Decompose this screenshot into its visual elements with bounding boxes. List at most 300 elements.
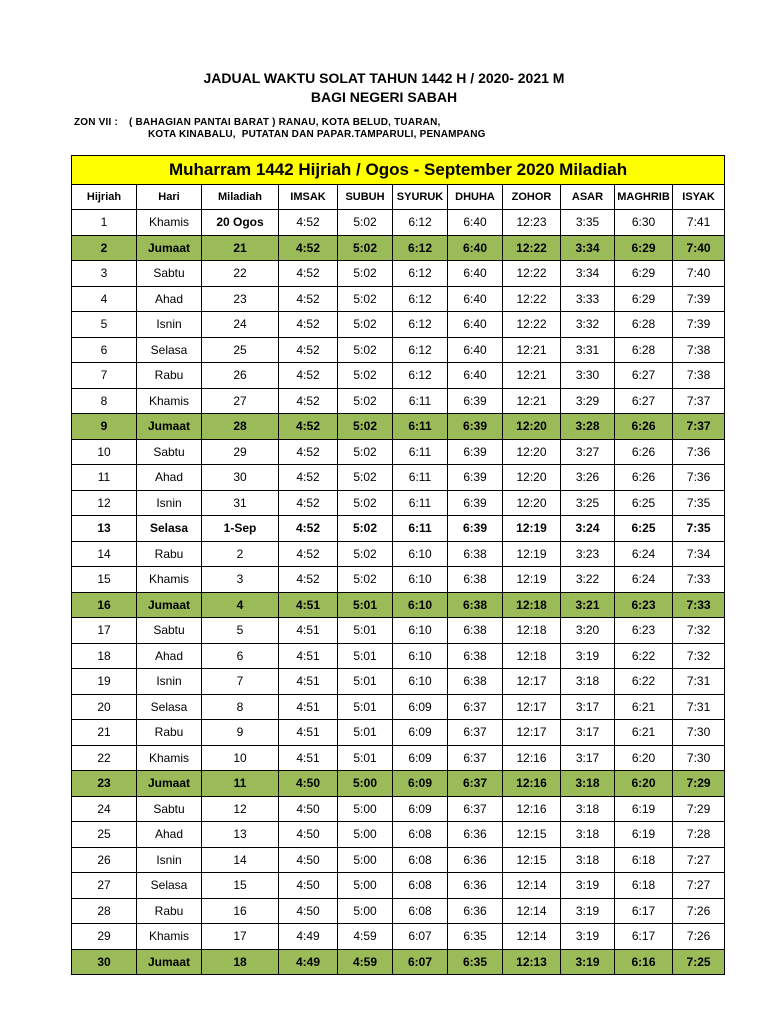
cell-asar: 3:33 — [561, 286, 615, 312]
cell-maghrib: 6:27 — [615, 388, 673, 414]
cell-miladiah: 24 — [202, 312, 279, 338]
cell-hari: Khamis — [137, 210, 202, 236]
cell-hijriah: 22 — [72, 745, 137, 771]
cell-syuruk: 6:10 — [393, 643, 448, 669]
cell-miladiah: 13 — [202, 822, 279, 848]
table-row — [72, 388, 725, 414]
cell-hari: Selasa — [137, 873, 202, 899]
cell-subuh: 5:02 — [338, 490, 393, 516]
cell-subuh: 5:02 — [338, 261, 393, 287]
cell-asar: 3:27 — [561, 439, 615, 465]
column-header-miladiah: Miladiah — [202, 185, 279, 210]
cell-subuh: 5:02 — [338, 388, 393, 414]
cell-isyak: 7:29 — [673, 796, 725, 822]
cell-imsak: 4:52 — [279, 490, 338, 516]
cell-maghrib: 6:19 — [615, 822, 673, 848]
cell-hari: Selasa — [137, 516, 202, 542]
cell-asar: 3:23 — [561, 541, 615, 567]
table-row — [72, 592, 725, 618]
cell-hijriah: 6 — [72, 337, 137, 363]
cell-maghrib: 6:17 — [615, 898, 673, 924]
cell-dhuha: 6:39 — [448, 388, 503, 414]
cell-asar: 3:32 — [561, 312, 615, 338]
cell-imsak: 4:52 — [279, 261, 338, 287]
cell-isyak: 7:36 — [673, 465, 725, 491]
cell-isyak: 7:39 — [673, 312, 725, 338]
cell-maghrib: 6:30 — [615, 210, 673, 236]
table-row — [72, 286, 725, 312]
cell-asar: 3:18 — [561, 796, 615, 822]
table-row — [72, 898, 725, 924]
cell-syuruk: 6:11 — [393, 465, 448, 491]
cell-syuruk: 6:11 — [393, 490, 448, 516]
cell-syuruk: 6:10 — [393, 669, 448, 695]
cell-dhuha: 6:37 — [448, 694, 503, 720]
cell-subuh: 5:02 — [338, 235, 393, 261]
cell-zohor: 12:22 — [503, 261, 561, 287]
column-header-hari: Hari — [137, 185, 202, 210]
zone-line-2: KOTA KINABALU, PUTATAN DAN PAPAR.TAMPARULI, PENAMPANG — [148, 129, 486, 140]
cell-miladiah: 21 — [202, 235, 279, 261]
cell-zohor: 12:19 — [503, 567, 561, 593]
cell-asar: 3:19 — [561, 643, 615, 669]
cell-maghrib: 6:28 — [615, 312, 673, 338]
cell-syuruk: 6:07 — [393, 924, 448, 950]
cell-isyak: 7:32 — [673, 643, 725, 669]
cell-zohor: 12:21 — [503, 363, 561, 389]
cell-hari: Jumaat — [137, 771, 202, 797]
cell-hijriah: 30 — [72, 949, 137, 975]
cell-maghrib: 6:29 — [615, 261, 673, 287]
cell-zohor: 12:21 — [503, 388, 561, 414]
cell-zohor: 12:22 — [503, 286, 561, 312]
cell-subuh: 5:01 — [338, 694, 393, 720]
cell-zohor: 12:14 — [503, 898, 561, 924]
cell-miladiah: 6 — [202, 643, 279, 669]
cell-subuh: 5:02 — [338, 337, 393, 363]
cell-hijriah: 24 — [72, 796, 137, 822]
cell-maghrib: 6:22 — [615, 669, 673, 695]
cell-asar: 3:29 — [561, 388, 615, 414]
cell-miladiah: 4 — [202, 592, 279, 618]
cell-dhuha: 6:39 — [448, 516, 503, 542]
cell-asar: 3:28 — [561, 414, 615, 440]
table-row — [72, 439, 725, 465]
cell-hijriah: 21 — [72, 720, 137, 746]
cell-miladiah: 30 — [202, 465, 279, 491]
cell-miladiah: 27 — [202, 388, 279, 414]
cell-syuruk: 6:11 — [393, 388, 448, 414]
cell-asar: 3:18 — [561, 822, 615, 848]
cell-asar: 3:18 — [561, 771, 615, 797]
cell-subuh: 5:00 — [338, 898, 393, 924]
cell-asar: 3:22 — [561, 567, 615, 593]
cell-isyak: 7:35 — [673, 516, 725, 542]
cell-zohor: 12:15 — [503, 822, 561, 848]
table-row — [72, 541, 725, 567]
cell-hijriah: 13 — [72, 516, 137, 542]
cell-hari: Selasa — [137, 694, 202, 720]
cell-hijriah: 12 — [72, 490, 137, 516]
cell-asar: 3:17 — [561, 745, 615, 771]
cell-syuruk: 6:11 — [393, 439, 448, 465]
cell-isyak: 7:31 — [673, 694, 725, 720]
table-row — [72, 414, 725, 440]
cell-miladiah: 7 — [202, 669, 279, 695]
cell-dhuha: 6:37 — [448, 771, 503, 797]
cell-asar: 3:25 — [561, 490, 615, 516]
cell-subuh: 5:02 — [338, 541, 393, 567]
cell-imsak: 4:52 — [279, 414, 338, 440]
cell-syuruk: 6:08 — [393, 847, 448, 873]
cell-hijriah: 4 — [72, 286, 137, 312]
month-banner-row — [72, 156, 725, 185]
cell-miladiah: 11 — [202, 771, 279, 797]
table-row — [72, 312, 725, 338]
cell-dhuha: 6:37 — [448, 745, 503, 771]
cell-dhuha: 6:38 — [448, 567, 503, 593]
cell-asar: 3:18 — [561, 669, 615, 695]
cell-zohor: 12:17 — [503, 720, 561, 746]
prayer-times-table — [71, 155, 725, 975]
cell-asar: 3:17 — [561, 720, 615, 746]
cell-asar: 3:19 — [561, 924, 615, 950]
cell-subuh: 5:01 — [338, 745, 393, 771]
cell-imsak: 4:52 — [279, 286, 338, 312]
table-row — [72, 490, 725, 516]
cell-syuruk: 6:10 — [393, 592, 448, 618]
cell-zohor: 12:14 — [503, 873, 561, 899]
cell-imsak: 4:52 — [279, 388, 338, 414]
cell-dhuha: 6:38 — [448, 592, 503, 618]
cell-zohor: 12:15 — [503, 847, 561, 873]
cell-hari: Jumaat — [137, 235, 202, 261]
table-row — [72, 465, 725, 491]
cell-syuruk: 6:11 — [393, 414, 448, 440]
cell-hijriah: 2 — [72, 235, 137, 261]
cell-hijriah: 15 — [72, 567, 137, 593]
cell-isyak: 7:27 — [673, 847, 725, 873]
cell-miladiah: 20 Ogos — [202, 210, 279, 236]
cell-imsak: 4:52 — [279, 210, 338, 236]
cell-miladiah: 25 — [202, 337, 279, 363]
column-header-imsak: IMSAK — [279, 185, 338, 210]
table-row — [72, 643, 725, 669]
cell-dhuha: 6:40 — [448, 210, 503, 236]
cell-dhuha: 6:40 — [448, 235, 503, 261]
cell-isyak: 7:35 — [673, 490, 725, 516]
table-row — [72, 771, 725, 797]
cell-isyak: 7:28 — [673, 822, 725, 848]
cell-miladiah: 1-Sep — [202, 516, 279, 542]
cell-isyak: 7:38 — [673, 337, 725, 363]
cell-asar: 3:24 — [561, 516, 615, 542]
cell-imsak: 4:50 — [279, 796, 338, 822]
cell-zohor: 12:22 — [503, 312, 561, 338]
cell-maghrib: 6:20 — [615, 771, 673, 797]
cell-miladiah: 29 — [202, 439, 279, 465]
table-row — [72, 516, 725, 542]
cell-hijriah: 8 — [72, 388, 137, 414]
cell-hijriah: 20 — [72, 694, 137, 720]
cell-subuh: 5:02 — [338, 516, 393, 542]
cell-hari: Ahad — [137, 822, 202, 848]
cell-dhuha: 6:39 — [448, 414, 503, 440]
cell-miladiah: 15 — [202, 873, 279, 899]
month-banner: Muharram 1442 Hijriah / Ogos - September 2020 Miladiah — [72, 156, 725, 185]
table-row — [72, 618, 725, 644]
table-row — [72, 745, 725, 771]
header-row — [72, 185, 725, 210]
cell-syuruk: 6:10 — [393, 567, 448, 593]
cell-hijriah: 14 — [72, 541, 137, 567]
cell-subuh: 5:02 — [338, 363, 393, 389]
cell-imsak: 4:51 — [279, 694, 338, 720]
cell-asar: 3:30 — [561, 363, 615, 389]
cell-syuruk: 6:12 — [393, 286, 448, 312]
cell-dhuha: 6:36 — [448, 822, 503, 848]
cell-syuruk: 6:09 — [393, 771, 448, 797]
column-header-dhuha: DHUHA — [448, 185, 503, 210]
cell-hijriah: 18 — [72, 643, 137, 669]
cell-dhuha: 6:36 — [448, 898, 503, 924]
cell-maghrib: 6:18 — [615, 847, 673, 873]
cell-hari: Ahad — [137, 643, 202, 669]
cell-miladiah: 28 — [202, 414, 279, 440]
column-header-syuruk: SYURUK — [393, 185, 448, 210]
cell-maghrib: 6:22 — [615, 643, 673, 669]
cell-syuruk: 6:12 — [393, 261, 448, 287]
cell-subuh: 4:59 — [338, 949, 393, 975]
cell-hijriah: 9 — [72, 414, 137, 440]
cell-miladiah: 31 — [202, 490, 279, 516]
cell-isyak: 7:37 — [673, 414, 725, 440]
cell-isyak: 7:36 — [673, 439, 725, 465]
cell-zohor: 12:14 — [503, 924, 561, 950]
cell-zohor: 12:16 — [503, 745, 561, 771]
cell-maghrib: 6:25 — [615, 490, 673, 516]
cell-imsak: 4:52 — [279, 516, 338, 542]
cell-maghrib: 6:25 — [615, 516, 673, 542]
cell-hari: Jumaat — [137, 592, 202, 618]
cell-maghrib: 6:24 — [615, 567, 673, 593]
cell-zohor: 12:21 — [503, 337, 561, 363]
cell-subuh: 5:00 — [338, 847, 393, 873]
cell-maghrib: 6:16 — [615, 949, 673, 975]
cell-isyak: 7:33 — [673, 567, 725, 593]
cell-subuh: 5:02 — [338, 567, 393, 593]
cell-subuh: 5:02 — [338, 210, 393, 236]
cell-maghrib: 6:19 — [615, 796, 673, 822]
cell-isyak: 7:29 — [673, 771, 725, 797]
cell-hari: Ahad — [137, 465, 202, 491]
cell-hijriah: 23 — [72, 771, 137, 797]
cell-subuh: 5:02 — [338, 312, 393, 338]
cell-subuh: 5:01 — [338, 669, 393, 695]
cell-dhuha: 6:40 — [448, 363, 503, 389]
cell-hari: Jumaat — [137, 414, 202, 440]
cell-imsak: 4:51 — [279, 618, 338, 644]
table-row — [72, 567, 725, 593]
cell-miladiah: 5 — [202, 618, 279, 644]
cell-zohor: 12:19 — [503, 516, 561, 542]
cell-hari: Khamis — [137, 745, 202, 771]
cell-dhuha: 6:36 — [448, 873, 503, 899]
cell-zohor: 12:20 — [503, 439, 561, 465]
cell-isyak: 7:25 — [673, 949, 725, 975]
cell-syuruk: 6:09 — [393, 796, 448, 822]
cell-maghrib: 6:27 — [615, 363, 673, 389]
cell-zohor: 12:16 — [503, 771, 561, 797]
cell-syuruk: 6:12 — [393, 312, 448, 338]
cell-subuh: 5:00 — [338, 796, 393, 822]
cell-hari: Rabu — [137, 898, 202, 924]
cell-miladiah: 14 — [202, 847, 279, 873]
cell-dhuha: 6:35 — [448, 924, 503, 950]
cell-asar: 3:19 — [561, 949, 615, 975]
cell-miladiah: 9 — [202, 720, 279, 746]
cell-maghrib: 6:26 — [615, 439, 673, 465]
cell-isyak: 7:33 — [673, 592, 725, 618]
cell-dhuha: 6:38 — [448, 618, 503, 644]
cell-subuh: 5:02 — [338, 465, 393, 491]
cell-zohor: 12:13 — [503, 949, 561, 975]
table-row — [72, 694, 725, 720]
cell-isyak: 7:40 — [673, 261, 725, 287]
table-row — [72, 337, 725, 363]
column-header-hijriah: Hijriah — [72, 185, 137, 210]
cell-asar: 3:17 — [561, 694, 615, 720]
cell-syuruk: 6:09 — [393, 720, 448, 746]
cell-imsak: 4:52 — [279, 541, 338, 567]
page-subtitle: BAGI NEGERI SABAH — [310, 89, 458, 105]
column-header-isyak: ISYAK — [673, 185, 725, 210]
cell-maghrib: 6:28 — [615, 337, 673, 363]
cell-dhuha: 6:36 — [448, 847, 503, 873]
zone-label: ZON VII : — [74, 117, 119, 128]
cell-imsak: 4:52 — [279, 363, 338, 389]
cell-dhuha: 6:40 — [448, 337, 503, 363]
cell-imsak: 4:52 — [279, 439, 338, 465]
table-row — [72, 847, 725, 873]
cell-miladiah: 18 — [202, 949, 279, 975]
cell-imsak: 4:52 — [279, 312, 338, 338]
cell-hari: Khamis — [137, 388, 202, 414]
cell-imsak: 4:50 — [279, 771, 338, 797]
cell-hijriah: 19 — [72, 669, 137, 695]
cell-hari: Sabtu — [137, 618, 202, 644]
cell-dhuha: 6:39 — [448, 439, 503, 465]
cell-dhuha: 6:38 — [448, 541, 503, 567]
page-title: JADUAL WAKTU SOLAT TAHUN 1442 H / 2020- 2021 M — [203, 70, 565, 86]
cell-hijriah: 25 — [72, 822, 137, 848]
cell-subuh: 5:01 — [338, 592, 393, 618]
cell-hari: Isnin — [137, 847, 202, 873]
cell-maghrib: 6:26 — [615, 414, 673, 440]
cell-isyak: 7:31 — [673, 669, 725, 695]
cell-imsak: 4:49 — [279, 924, 338, 950]
cell-subuh: 4:59 — [338, 924, 393, 950]
cell-zohor: 12:16 — [503, 796, 561, 822]
cell-subuh: 5:01 — [338, 618, 393, 644]
cell-isyak: 7:41 — [673, 210, 725, 236]
cell-miladiah: 8 — [202, 694, 279, 720]
cell-imsak: 4:50 — [279, 898, 338, 924]
cell-hari: Ahad — [137, 286, 202, 312]
cell-syuruk: 6:09 — [393, 745, 448, 771]
cell-maghrib: 6:24 — [615, 541, 673, 567]
cell-hari: Sabtu — [137, 261, 202, 287]
table-row — [72, 873, 725, 899]
cell-dhuha: 6:35 — [448, 949, 503, 975]
cell-dhuha: 6:40 — [448, 286, 503, 312]
cell-isyak: 7:30 — [673, 745, 725, 771]
cell-syuruk: 6:12 — [393, 337, 448, 363]
cell-imsak: 4:51 — [279, 720, 338, 746]
cell-imsak: 4:51 — [279, 745, 338, 771]
cell-miladiah: 12 — [202, 796, 279, 822]
cell-hijriah: 17 — [72, 618, 137, 644]
cell-maghrib: 6:29 — [615, 286, 673, 312]
cell-maghrib: 6:23 — [615, 618, 673, 644]
cell-hari: Sabtu — [137, 796, 202, 822]
cell-hijriah: 1 — [72, 210, 137, 236]
cell-hari: Rabu — [137, 363, 202, 389]
cell-subuh: 5:01 — [338, 720, 393, 746]
cell-hijriah: 7 — [72, 363, 137, 389]
cell-dhuha: 6:38 — [448, 643, 503, 669]
cell-subuh: 5:00 — [338, 873, 393, 899]
cell-zohor: 12:18 — [503, 643, 561, 669]
cell-miladiah: 26 — [202, 363, 279, 389]
cell-zohor: 12:20 — [503, 414, 561, 440]
cell-isyak: 7:30 — [673, 720, 725, 746]
table-row — [72, 796, 725, 822]
cell-maghrib: 6:23 — [615, 592, 673, 618]
table-row — [72, 363, 725, 389]
cell-dhuha: 6:38 — [448, 669, 503, 695]
cell-asar: 3:19 — [561, 873, 615, 899]
cell-maghrib: 6:20 — [615, 745, 673, 771]
cell-subuh: 5:00 — [338, 771, 393, 797]
cell-miladiah: 16 — [202, 898, 279, 924]
cell-zohor: 12:18 — [503, 618, 561, 644]
cell-imsak: 4:50 — [279, 822, 338, 848]
cell-isyak: 7:38 — [673, 363, 725, 389]
cell-hari: Khamis — [137, 924, 202, 950]
cell-hari: Isnin — [137, 490, 202, 516]
cell-dhuha: 6:37 — [448, 796, 503, 822]
cell-hijriah: 26 — [72, 847, 137, 873]
table-row — [72, 235, 725, 261]
cell-hijriah: 29 — [72, 924, 137, 950]
cell-hari: Rabu — [137, 541, 202, 567]
cell-hari: Isnin — [137, 669, 202, 695]
cell-asar: 3:19 — [561, 898, 615, 924]
cell-asar: 3:18 — [561, 847, 615, 873]
cell-zohor: 12:18 — [503, 592, 561, 618]
cell-dhuha: 6:37 — [448, 720, 503, 746]
table-row — [72, 261, 725, 287]
cell-dhuha: 6:40 — [448, 312, 503, 338]
cell-asar: 3:34 — [561, 261, 615, 287]
cell-hari: Sabtu — [137, 439, 202, 465]
cell-isyak: 7:39 — [673, 286, 725, 312]
cell-zohor: 12:22 — [503, 235, 561, 261]
cell-hijriah: 3 — [72, 261, 137, 287]
cell-maghrib: 6:18 — [615, 873, 673, 899]
cell-subuh: 5:01 — [338, 643, 393, 669]
